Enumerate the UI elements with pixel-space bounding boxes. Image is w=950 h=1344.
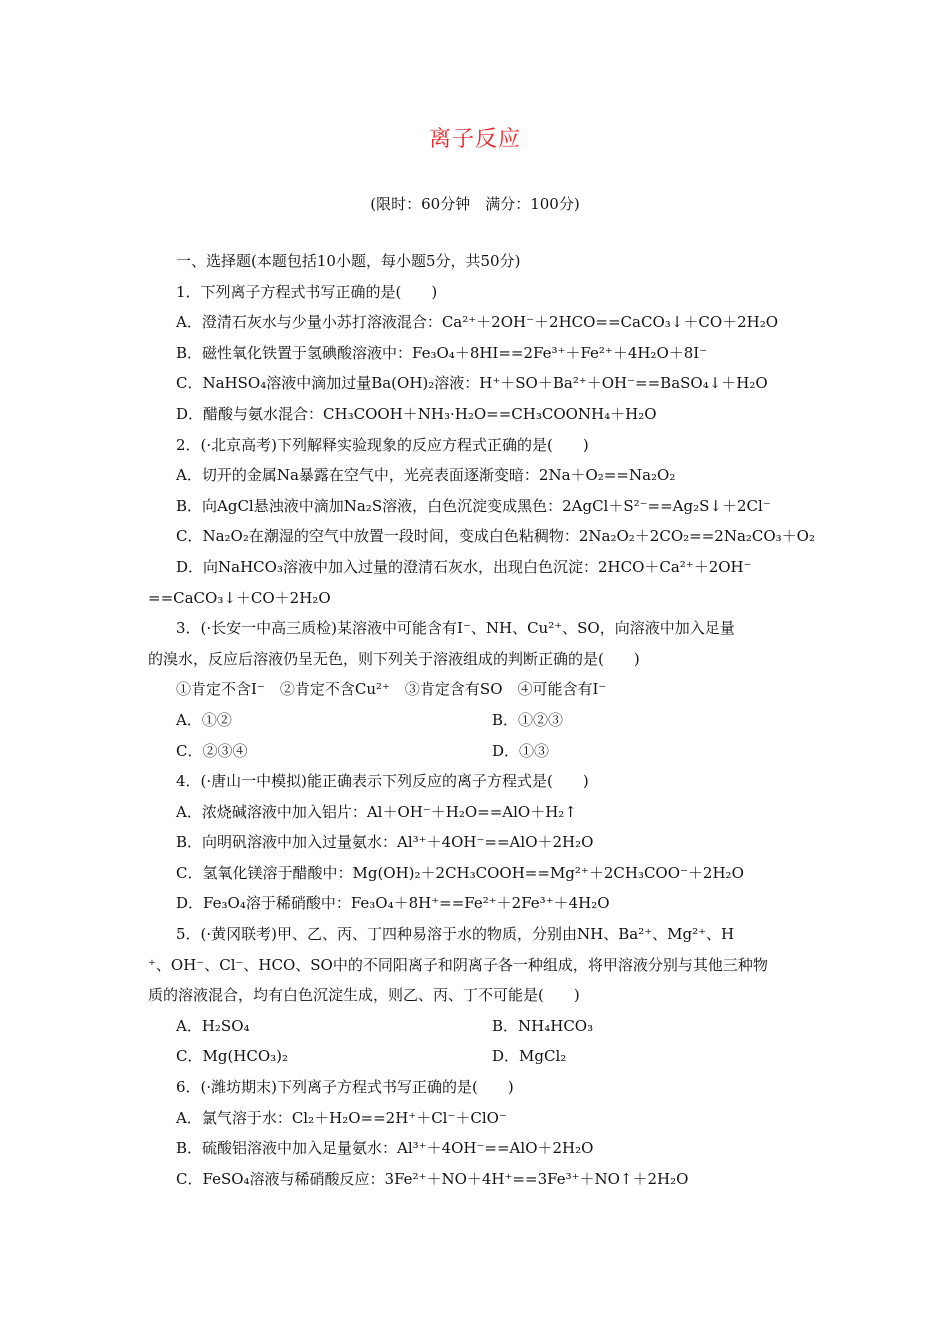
question-4-option-d: D．Fe₃O₄溶于稀硝酸中：Fe₃O₄＋8H⁺==Fe²⁺＋2Fe³⁺＋4H₂O [176,894,610,913]
question-4-option-b: B．向明矾溶液中加入过量氨水：Al³⁺＋4OH⁻==AlO＋2H₂O [176,833,594,852]
question-6-stem: 6．(·潍坊期末)下列离子方程式书写正确的是( ) [176,1078,514,1097]
question-3-statements: ①肯定不含I⁻ ②肯定不含Cu²⁺ ③肯定含有SO ④可能含有I⁻ [176,680,607,699]
question-2-option-b: B．向AgCl悬浊液中滴加Na₂S溶液，白色沉淀变成黑色：2AgCl＋S²⁻==Ag₂S↓＋2Cl⁻ [176,496,771,515]
question-5-options-row-2 [148,1041,808,1072]
question-6-option-b: B．硫酸铝溶液中加入足量氨水：Al³⁺＋4OH⁻==AlO＋2H₂O [176,1139,594,1158]
section-heading: 一、选择题(本题包括10小题，每小题5分，共50分) [176,252,521,270]
question-3-options-row-2 [148,736,808,767]
question-1-stem: 1．下列离子方程式书写正确的是( ) [176,282,438,301]
question-5-stem-continued-2: 质的溶液混合，均有白色沉淀生成，则乙、丙、丁不可能是( ) [148,986,580,1005]
question-5-options-row-1 [148,1011,808,1042]
question-2-option-a: A．切开的金属Na暴露在空气中，光亮表面逐渐变暗：2Na＋O₂==Na₂O₂ [176,466,676,485]
question-5-stem: 5．(·黄冈联考)甲、乙、丙、丁四种易溶于水的物质，分别由NH、Ba²⁺、Mg²⁺、H [176,925,735,944]
question-5-option-c: C．Mg(HCO₃)₂ [176,1047,289,1066]
question-2-option-d: D．向NaHCO₃溶液中加入过量的澄清石灰水，出现白色沉淀：2HCO＋Ca²⁺＋2OH⁻ [176,557,752,576]
question-6-option-a: A．氯气溶于水：Cl₂＋H₂O==2H⁺＋Cl⁻＋ClO⁻ [176,1108,507,1127]
question-5-stem-continued-1: ⁺、OH⁻、Cl⁻、HCO、SO中的不同阳离子和阴离子各一种组成，将甲溶液分别与其他三种物 [148,955,768,974]
question-1-option-a: A．澄清石灰水与少量小苏打溶液混合：Ca²⁺＋2OH⁻＋2HCO==CaCO₃↓＋CO＋2H₂O [176,313,779,332]
question-2-option-c: C．Na₂O₂在潮湿的空气中放置一段时间，变成白色粘稠物：2Na₂O₂＋2CO₂==2Na₂CO₃＋O₂ [176,527,815,546]
question-5-option-d: D．MgCl₂ [492,1047,567,1066]
page-title: 离子反应 [428,127,521,152]
question-list [148,246,815,1194]
question-1-option-c: C．NaHSO₄溶液中滴加过量Ba(OH)₂溶液：H⁺＋SO＋Ba²⁺＋OH⁻==BaSO₄↓＋H₂O [176,374,768,393]
question-1-option-d: D．醋酸与氨水混合：CH₃COOH＋NH₃·H₂O==CH₃COONH₄＋H₂O [176,404,657,423]
page-subtitle: (限时：60分钟 满分：100分) [370,195,580,213]
question-3-stem-continued: 的溴水，反应后溶液仍呈无色，则下列关于溶液组成的判断正确的是( ) [148,649,640,668]
question-3-options-row-1 [148,705,808,736]
question-4-stem: 4．(·唐山一中模拟)能正确表示下列反应的离子方程式是( ) [176,772,589,791]
question-3-option-b: B．①②③ [492,710,564,729]
question-2-stem: 2．(·北京高考)下列解释实验现象的反应方程式正确的是( ) [176,435,589,454]
question-3-option-c: C．②③④ [176,741,248,760]
question-2-option-d-continued: ==CaCO₃↓＋CO＋2H₂O [148,588,331,607]
question-6-option-c: C．FeSO₄溶液与稀硝酸反应：3Fe²⁺＋NO＋4H⁺==3Fe³⁺＋NO↑＋2H₂O [176,1169,689,1188]
question-3-option-a: A．①② [176,710,232,729]
question-1-option-b: B．磁性氧化铁置于氢碘酸溶液中：Fe₃O₄＋8HI==2Fe³⁺＋Fe²⁺＋4H₂O＋8I⁻ [176,343,708,362]
question-3-option-d: D．①③ [492,741,550,760]
question-5-option-a: A．H₂SO₄ [176,1016,250,1035]
question-4-option-a: A．浓烧碱溶液中加入铝片：Al＋OH⁻＋H₂O==AlO＋H₂↑ [176,802,577,821]
question-3-stem: 3．(·长安一中高三质检)某溶液中可能含有I⁻、NH、Cu²⁺、SO，向溶液中加入足量 [176,619,735,638]
question-5-option-b: B．NH₄HCO₃ [492,1016,594,1035]
question-4-option-c: C．氢氧化镁溶于醋酸中：Mg(OH)₂＋2CH₃COOH==Mg²⁺＋2CH₃COO⁻＋2H₂O [176,863,744,882]
